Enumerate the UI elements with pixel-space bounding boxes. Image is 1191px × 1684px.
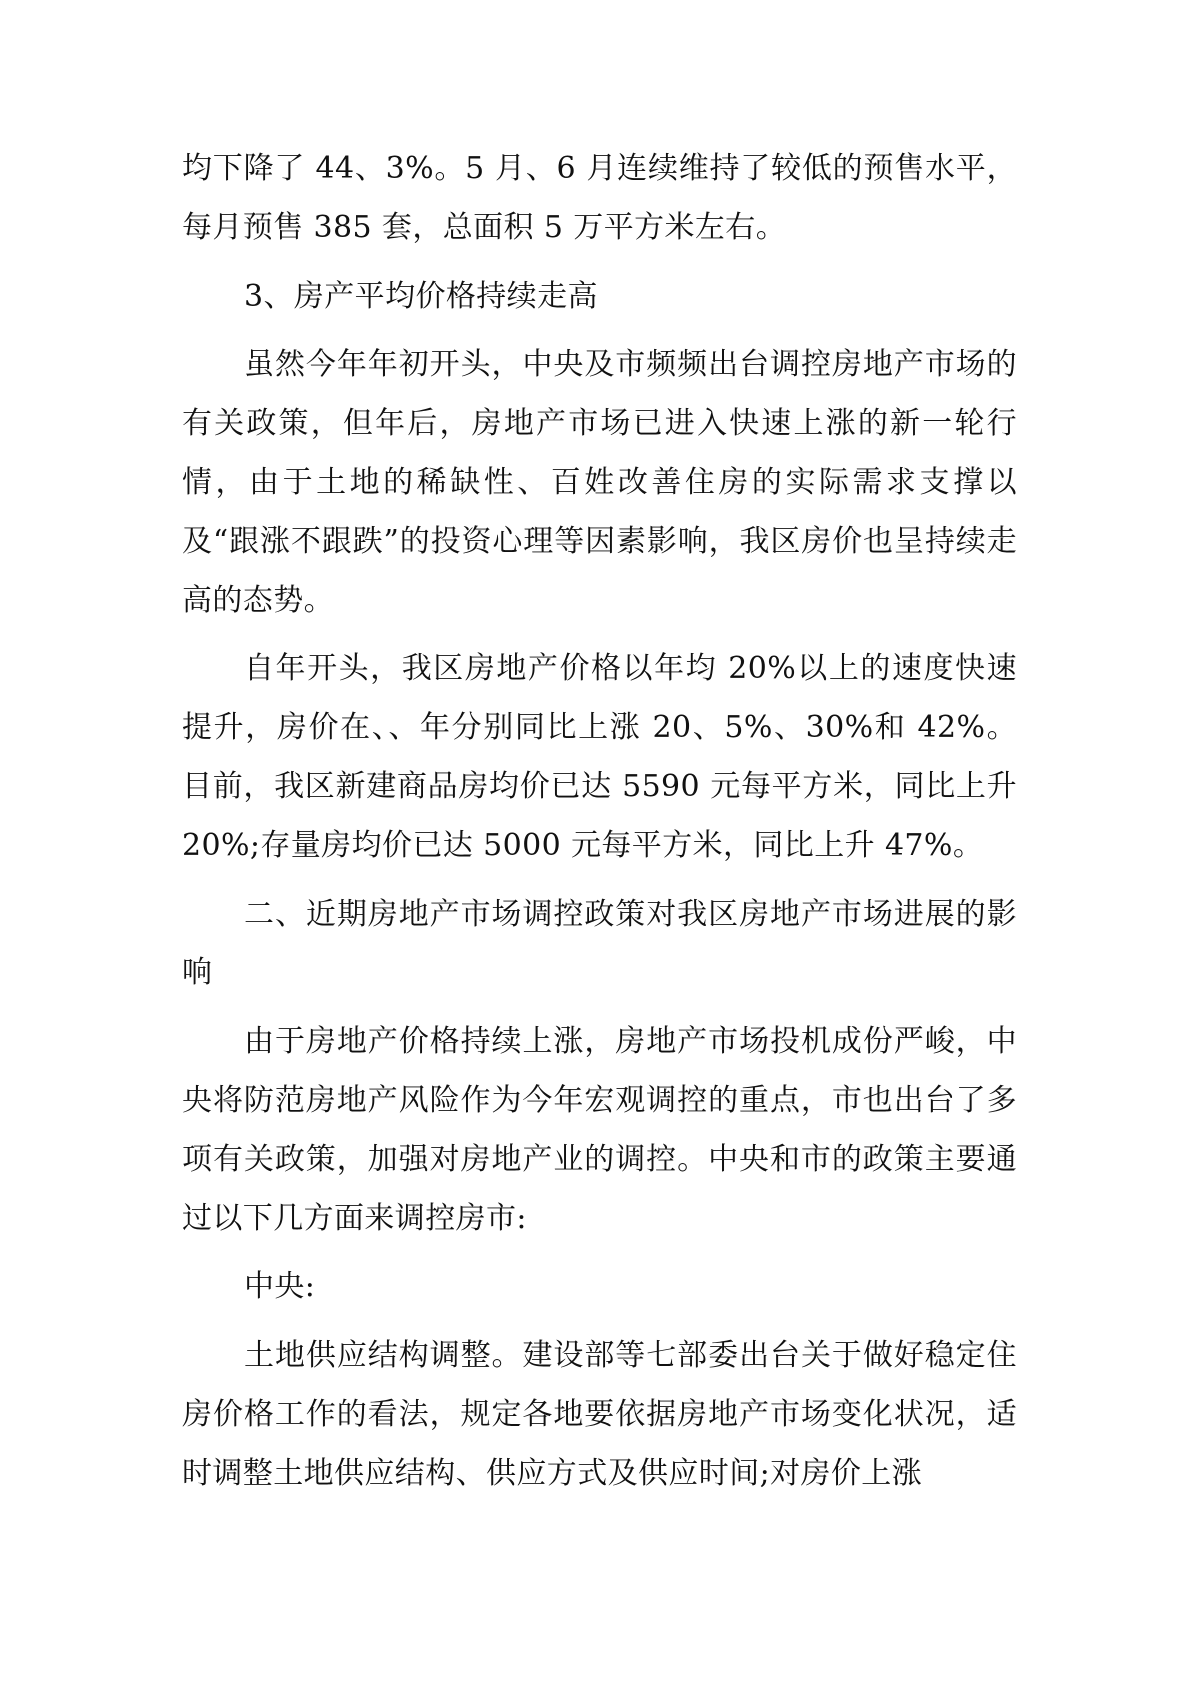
paragraph-8: 土地供应结构调整。建设部等七部委出台关于做好稳定住房价格工作的看法，规定各地要依据房地产市场变化状况，适时调整土地供应结构、供应方式及供应时间;对房价上涨 <box>182 1338 1017 1491</box>
paragraph-1: 均下降了 44、3%。5 月、6 月连续维持了较低的预售水平，每月预售 385 套，总面积 5 万平方米左右。 <box>182 151 1017 245</box>
section-heading-2: 二、近期房地产市场调控政策对我区房地产市场进展的影响 <box>182 896 1017 991</box>
document-body <box>182 140 1017 1514</box>
subheading-central: 中央: <box>244 1269 316 1305</box>
paragraph-3: 虽然今年年初开头，中央及市频频出台调控房地产市场的有关政策，但年后，房地产市场已进入快速上涨的新一轮行情，由于土地的稀缺性、百姓改善住房的实际需求支撑以及“跟涨不跟跌”的投资心理等因素影响，我区房价也呈持续走高的态势。 <box>182 347 1017 618</box>
paragraph-6: 由于房地产价格持续上涨，房地产市场投机成份严峻，中央将防范房地产风险作为今年宏观调控的重点，市也出台了多项有关政策，加强对房地产业的调控。中央和市的政策主要通过以下几方面来调控房市: <box>182 1024 1017 1236</box>
section-heading-3: 3、房产平均价格持续走高 <box>244 278 598 314</box>
paragraph-4: 自年开头，我区房地产价格以年均 20%以上的速度快速提升，房价在、、年分别同比上涨 20、5%、30%和 42%。目前，我区新建商品房均价已达 5590 元每平方米，同比上升 20%;存量房均价已达 5000 元每平方米，同比上升 47%。 <box>182 651 1017 863</box>
